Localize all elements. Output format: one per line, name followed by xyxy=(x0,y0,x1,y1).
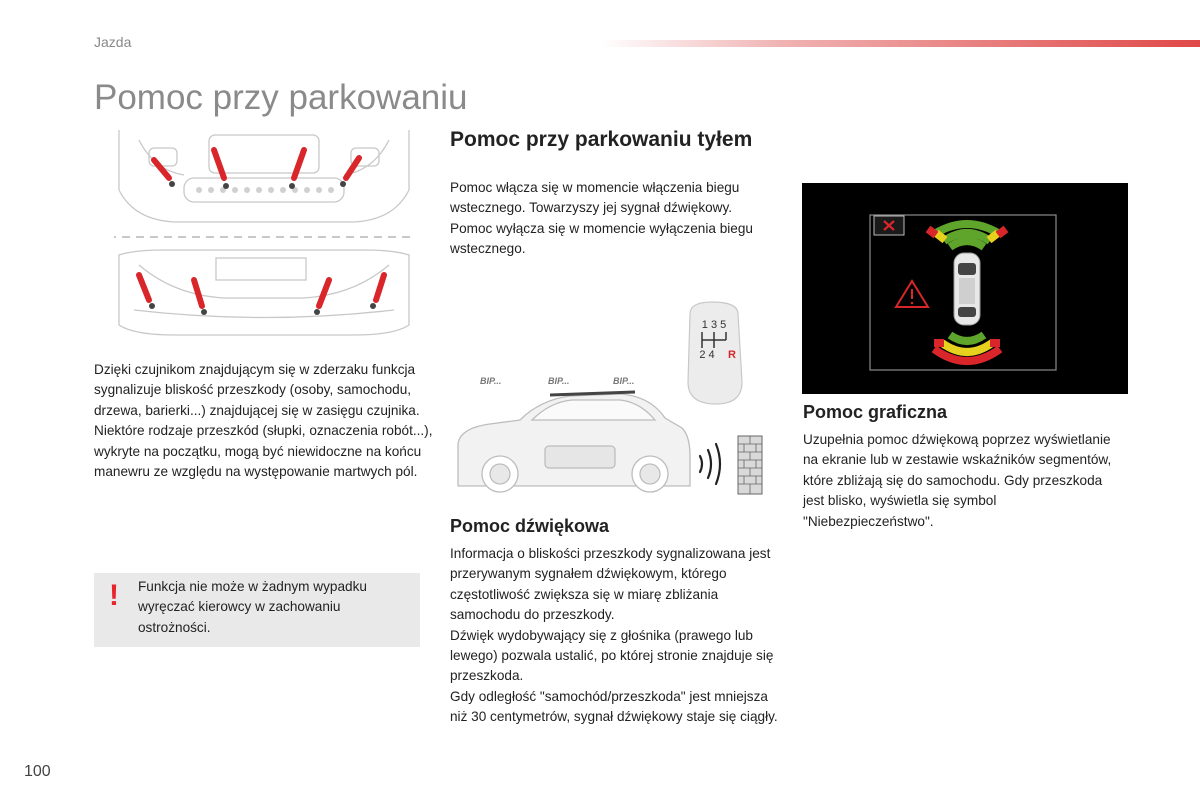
brick-wall-icon xyxy=(738,436,762,494)
header-accent-bar xyxy=(600,40,1200,47)
gear-top-label: 1 3 5 xyxy=(701,319,727,331)
sound-assist-heading: Pomoc dźwiękowa xyxy=(450,516,610,536)
paragraph: Pomoc włącza się w momencie włączenia biegu wstecznego. Towarzyszy jej sygnał dźwiękowy. xyxy=(450,180,740,216)
paragraph: Dźwięk wydobywający się z głośnika (prawego lub lewego) pozwala ustalić, po której stronie znajduje się przeszkoda. xyxy=(450,627,774,684)
sound-waves-icon xyxy=(700,444,720,484)
paragraph: Niektóre rodzaje przeszkód (słupki, oznaczenia robót...), wykryte na początku, mogą być niewidoczne na końcu manewru ze względu na występowanie martwych pól. xyxy=(94,423,433,480)
beep-label: BIP... xyxy=(548,376,570,386)
gear-bottom-label: 2 4 xyxy=(699,349,715,361)
car-side-icon xyxy=(458,394,690,492)
rear-assist-text xyxy=(450,178,770,260)
warning-box xyxy=(94,573,420,647)
sound-assist-text xyxy=(450,544,780,728)
close-icon xyxy=(874,216,904,235)
rear-segments xyxy=(934,335,1000,361)
paragraph: Informacja o bliskości przeszkody sygnalizowana jest przerywanym sygnałem dźwiękowym, którego częstotliwość zwiększa się w miarę zbliżania samochodu do przeszkody. xyxy=(450,546,771,623)
gear-knob-icon xyxy=(688,302,742,404)
paragraph: Dzięki czujnikom znajdującym się w zderzaku funkcja sygnalizuje bliskość przeszkody (osoby, samochodu, drzewa, barierki...) znajdującej się w zasięgu czujnika. xyxy=(94,362,420,418)
danger-triangle-icon xyxy=(896,281,928,307)
sensors-description xyxy=(94,360,434,482)
paragraph: Gdy odległość "samochód/przeszkoda" jest mniejsza niż 30 centymetrów, sygnał dźwiękowy staje się ciągły. xyxy=(450,688,778,725)
front-segments xyxy=(928,224,1006,247)
car-top-view-icon xyxy=(954,253,980,325)
paragraph: Pomoc wyłącza się w momencie wyłączenia biegu wstecznego. xyxy=(450,220,753,257)
section-label: Jazda xyxy=(94,34,132,50)
page-number: 100 xyxy=(24,763,51,780)
reversing-car-illustration xyxy=(450,296,770,506)
graphic-assist-text xyxy=(803,430,1123,532)
graphic-assist-heading: Pomoc graficzna xyxy=(803,402,948,422)
paragraph: Uzupełnia pomoc dźwiękową poprzez wyświetlanie na ekranie lub w zestawie wskaźników segmentów, które zbliżają się do samochodu. Gdy przeszkoda jest blisko, wyświetla się symbol "Niebezpieczeństwo". xyxy=(803,432,1112,529)
beep-label: BIP... xyxy=(480,376,502,386)
warning-text: Funkcja nie może w żadnym wypadku wyręczać kierowcy w zachowaniu ostrożności. xyxy=(138,579,367,635)
bumper-sensors-illustration xyxy=(114,130,414,345)
warning-icon: ! xyxy=(109,579,119,612)
gear-reverse-label: R xyxy=(728,349,736,361)
parking-display-screen xyxy=(802,183,1128,394)
beep-label: BIP... xyxy=(613,376,635,386)
page-title: Pomoc przy parkowaniu xyxy=(94,78,468,117)
rear-assist-heading: Pomoc przy parkowaniu tyłem xyxy=(450,128,753,151)
